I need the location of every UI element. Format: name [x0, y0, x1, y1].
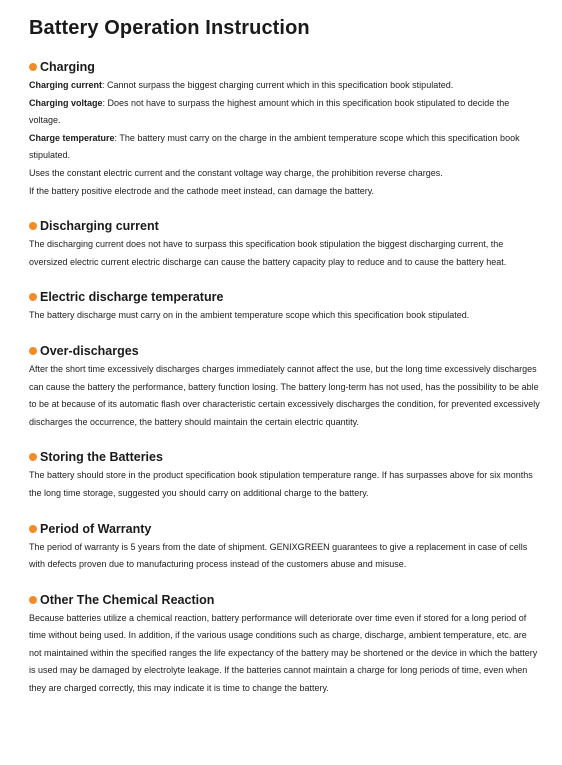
section-chemical-reaction [29, 591, 541, 698]
heading-text: Other The Chemical Reaction [40, 592, 215, 607]
section-heading-warranty [29, 520, 541, 538]
chemical-reaction-paragraph: Because batteries utilize a chemical reaction, battery performance will deteriorate over time even if stored for a long period of time without being used. In addition, if the various usage conditions such as charge, discharge, ambient temperature, etc. are not maintained within the specified ranges the life expectancy of the battery may be shortened or the device in which the battery is used may be damaged by electrolyte leakage. If the batteries cannot maintain a charge for long periods of time, even when they are charged correctly, this may indicate it is time to change the battery. [29, 612, 538, 694]
over-discharges-paragraph: After the short time excessively discharges charges immediately cannot affect the use, but the long time excessively discharges can cause the battery the performance, battery function losing. The battery long-term has not used, has the possibility to be able to be at because of its automatic flash over characteristic certain excessively discharges the condition, for prevented excessively discharges the occurrence, the battery should maintain the certain electric quantity. [29, 363, 540, 427]
heading-text: Period of Warranty [40, 521, 152, 536]
warranty-paragraph: The period of warranty is 5 years from the date of shipment. GENIXGREEN guarantees to give a replacement in case of cells with defects proven due to manufacturing process instead of the customers abuse and misuse. [29, 541, 528, 570]
document-title: Battery Operation Instruction [29, 17, 310, 39]
charging-voltage-paragraph [29, 95, 541, 130]
heading-text: Electric discharge temperature [40, 290, 224, 305]
charging-current-label: Charging current [29, 80, 103, 90]
heading-text: Over-discharges [40, 343, 139, 358]
document-page [29, 14, 541, 698]
electrode-warning-paragraph: If the battery positive electrode and the cathode meet instead, can damage the battery. [29, 185, 375, 196]
section-heading-chemical-reaction [29, 591, 541, 609]
orange-bullet-icon [29, 525, 37, 533]
section-heading-over-discharges [29, 342, 541, 360]
section-heading-charging [29, 58, 541, 76]
orange-bullet-icon [29, 347, 37, 355]
section-discharging-current [29, 217, 541, 271]
charging-voltage-label: Charging voltage [29, 97, 103, 108]
charging-voltage-text: : Does not have to surpass the highest amount which in this specification book stipulated to decide the voltage. [29, 97, 510, 126]
section-storing [29, 448, 541, 502]
charge-temperature-text: : The battery must carry on the charge in the ambient temperature scope which this specification book stipulated. [29, 132, 520, 161]
charge-temperature-paragraph [29, 130, 541, 165]
constant-charge-paragraph: Uses the constant electric current and the constant voltage way charge, the prohibition reverse charges. [29, 167, 443, 178]
charging-current-text: : Cannot surpass the biggest charging current which in this specification book stipulated. [102, 80, 454, 90]
discharging-current-paragraph: The discharging current does not have to surpass this specification book stipulation the biggest discharging current, the oversized electric current electric discharge can cause the battery capacity play to reduce and to cause the battery heat. [29, 239, 507, 267]
section-charging [29, 58, 541, 200]
section-heading-storing [29, 448, 541, 466]
discharge-temperature-paragraph: The battery discharge must carry on in the ambient temperature scope which this specification book stipulated. [29, 310, 470, 321]
heading-text: Charging [40, 60, 95, 74]
orange-bullet-icon [29, 63, 37, 71]
section-heading-discharging-current [29, 217, 541, 235]
orange-bullet-icon [29, 453, 37, 461]
orange-bullet-icon [29, 293, 37, 301]
charge-temperature-label: Charge temperature [29, 132, 115, 143]
charging-current-paragraph [29, 77, 541, 95]
orange-bullet-icon [29, 222, 37, 230]
section-heading-discharge-temperature [29, 288, 541, 306]
section-warranty [29, 520, 541, 574]
section-discharge-temperature [29, 288, 541, 325]
section-over-discharges [29, 342, 541, 431]
storing-paragraph: The battery should store in the product specification book stipulation temperature range. If has surpasses above for six months the long time storage, suggested you should carry on additional charge to the battery. [29, 470, 533, 498]
heading-text: Storing the Batteries [40, 450, 163, 465]
orange-bullet-icon [29, 596, 37, 604]
heading-text: Discharging current [40, 219, 159, 234]
